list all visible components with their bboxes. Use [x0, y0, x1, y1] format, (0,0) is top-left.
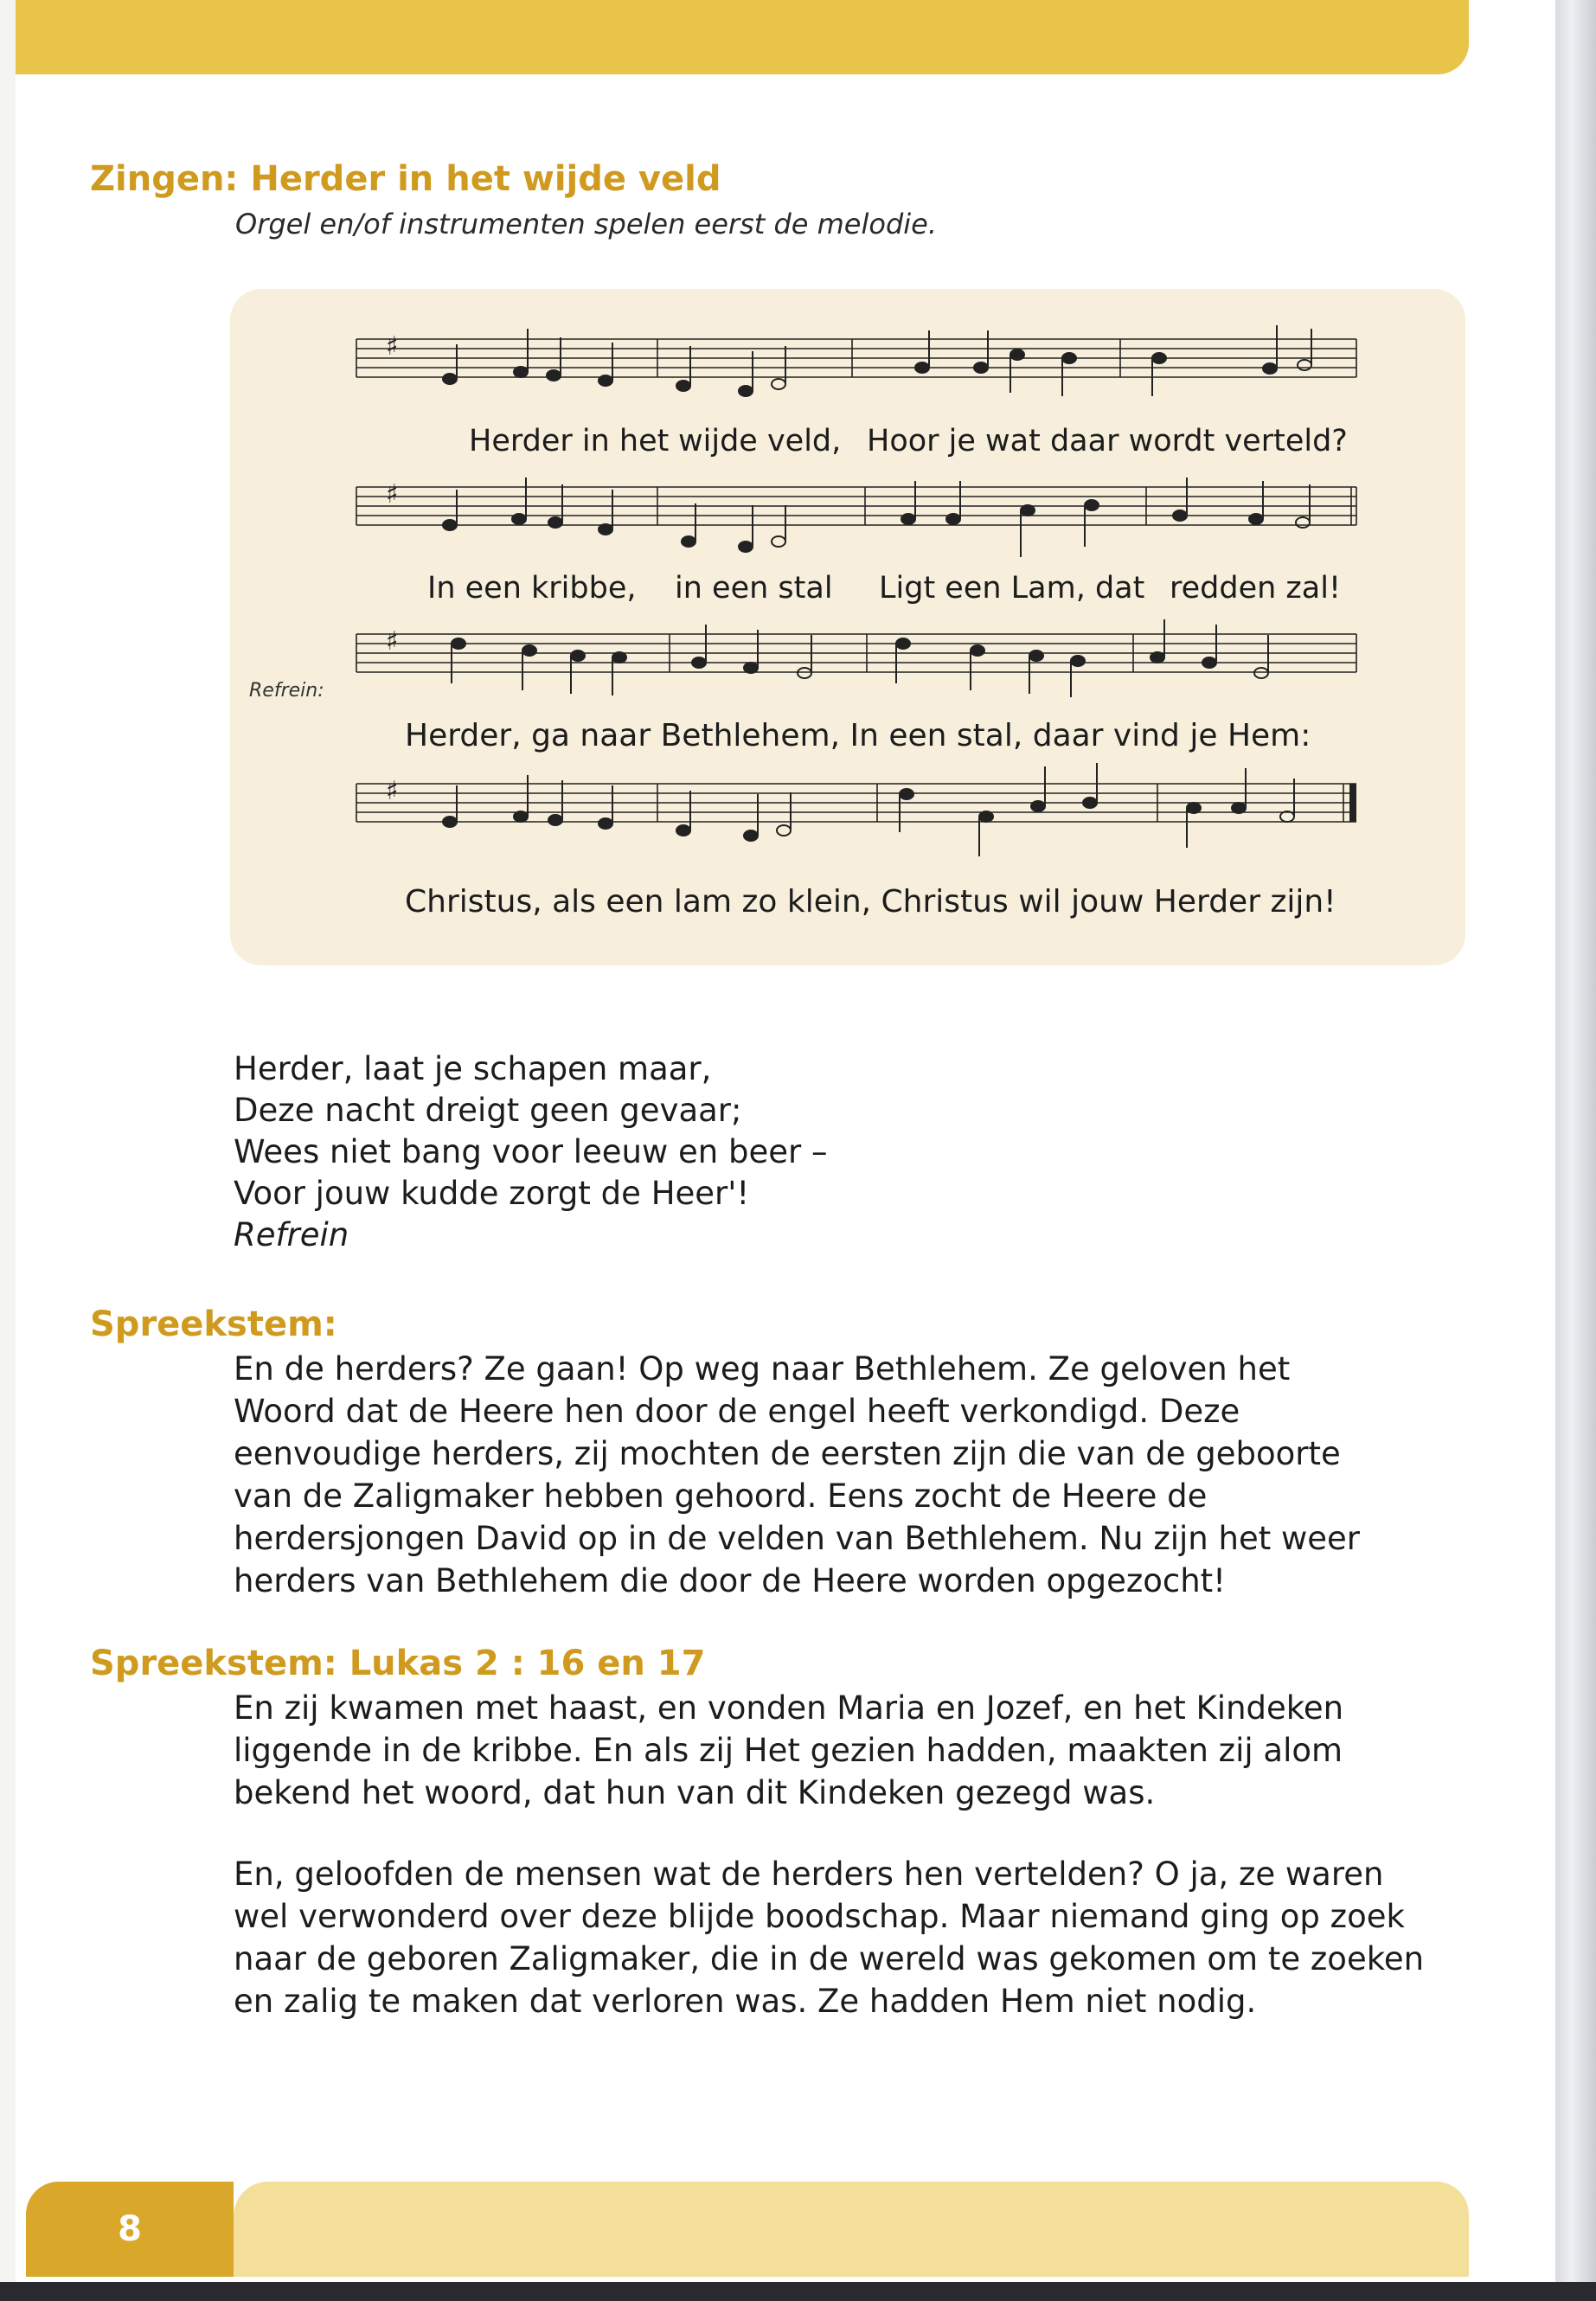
notes-staff-4 [443, 763, 1294, 856]
notes-staff-3 [452, 619, 1268, 697]
sharp-icon: ♯ [386, 331, 399, 362]
paragraph-line: En de herders? Ze gaan! Op weg naar Bethlehem. Ze geloven het [234, 1350, 1291, 1388]
staff-1 [356, 339, 1356, 377]
spreekstem-2-text [234, 1687, 1479, 1814]
lyric-1b: wijde veld, [678, 424, 842, 458]
spreekstem-1-heading: Spreekstem: [90, 1304, 337, 1344]
notes-staff-2 [443, 478, 1310, 557]
sing-instruction: Orgel en/of instrumenten spelen eerst de melodie. [235, 208, 938, 240]
sharp-icon: ♯ [386, 479, 399, 510]
paragraph-line: en zalig te maken dat verloren was. Ze hadden Hem niet nodig. [234, 1983, 1257, 2020]
paragraph-line: naar de geboren Zaligmaker, die in de wereld was gekomen om te zoeken [234, 1940, 1425, 1977]
lyric-2d: redden zal! [1170, 571, 1342, 606]
lyric-2a: In een kribbe, [427, 571, 637, 606]
verse-line: Voor jouw kudde zorgt de Heer'! [234, 1175, 750, 1212]
bottom-decorative-bar [234, 2182, 1469, 2277]
paragraph-line: Woord dat de Heere hen door de engel heeft verkondigd. Deze [234, 1393, 1240, 1430]
page-number: 8 [26, 2182, 234, 2277]
paragraph-line: En zij kwamen met haast, en vonden Maria en Jozef, en het Kindeken [234, 1689, 1344, 1727]
lyric-1c: Hoor je wat daar wordt verteld? [867, 424, 1348, 458]
lyric-4: Christus, als een lam zo klein, Christus wil jouw Herder zijn! [405, 884, 1336, 920]
sharp-icon: ♯ [386, 776, 399, 806]
paragraph-line: wel verwonderd over deze blijde boodschap. Maar niemand ging op zoek [234, 1898, 1405, 1935]
verse-line: Herder, laat je schapen maar, [234, 1050, 712, 1087]
paragraph-line: En, geloofden de mensen wat de herders hen vertelden? O ja, ze waren [234, 1856, 1384, 1893]
refrain-label: Refrein: [249, 680, 324, 702]
sharp-icon: ♯ [386, 626, 399, 657]
bottom-edge [0, 2282, 1596, 2301]
staff-4 [356, 784, 1356, 822]
spreekstem-2-heading: Spreekstem: Lukas 2 : 16 en 17 [90, 1644, 706, 1683]
paragraph-line: herdersjongen David op in de velden van Bethlehem. Nu zijn het weer [234, 1520, 1360, 1557]
lyric-2b: in een stal [675, 571, 833, 606]
verse-line: Deze nacht dreigt geen gevaar; [234, 1092, 742, 1129]
spreekstem-1-text [234, 1348, 1479, 1602]
lyric-1a: Herder in het [469, 424, 670, 458]
verse-refrain: Refrein [234, 1216, 349, 1253]
lyric-2c: Ligt een Lam, dat [879, 571, 1145, 606]
paragraph-line: eenvoudige herders, zij mochten de eersten zijn die van de geboorte [234, 1435, 1341, 1472]
staff-2 [356, 487, 1356, 525]
paragraph-line: van de Zaligmaker hebben gehoord. Eens zocht de Heere de [234, 1477, 1208, 1515]
paragraph-line: bekend het woord, dat hun van dit Kindeken gezegd was. [234, 1774, 1156, 1811]
spreekstem-2-text-2 [234, 1853, 1479, 2022]
verse-line: Wees niet bang voor leeuw en beer – [234, 1133, 828, 1170]
paragraph-line: herders van Bethlehem die door de Heere worden opgezocht! [234, 1562, 1227, 1599]
verse [234, 1048, 828, 1256]
notes-staff-1 [443, 325, 1311, 396]
lyric-3: Herder, ga naar Bethlehem, In een stal, daar vind je Hem: [405, 718, 1311, 753]
paragraph-line: liggende in de kribbe. En als zij Het gezien hadden, maakten zij alom [234, 1732, 1343, 1769]
sing-heading: Zingen: Herder in het wijde veld [90, 159, 721, 199]
